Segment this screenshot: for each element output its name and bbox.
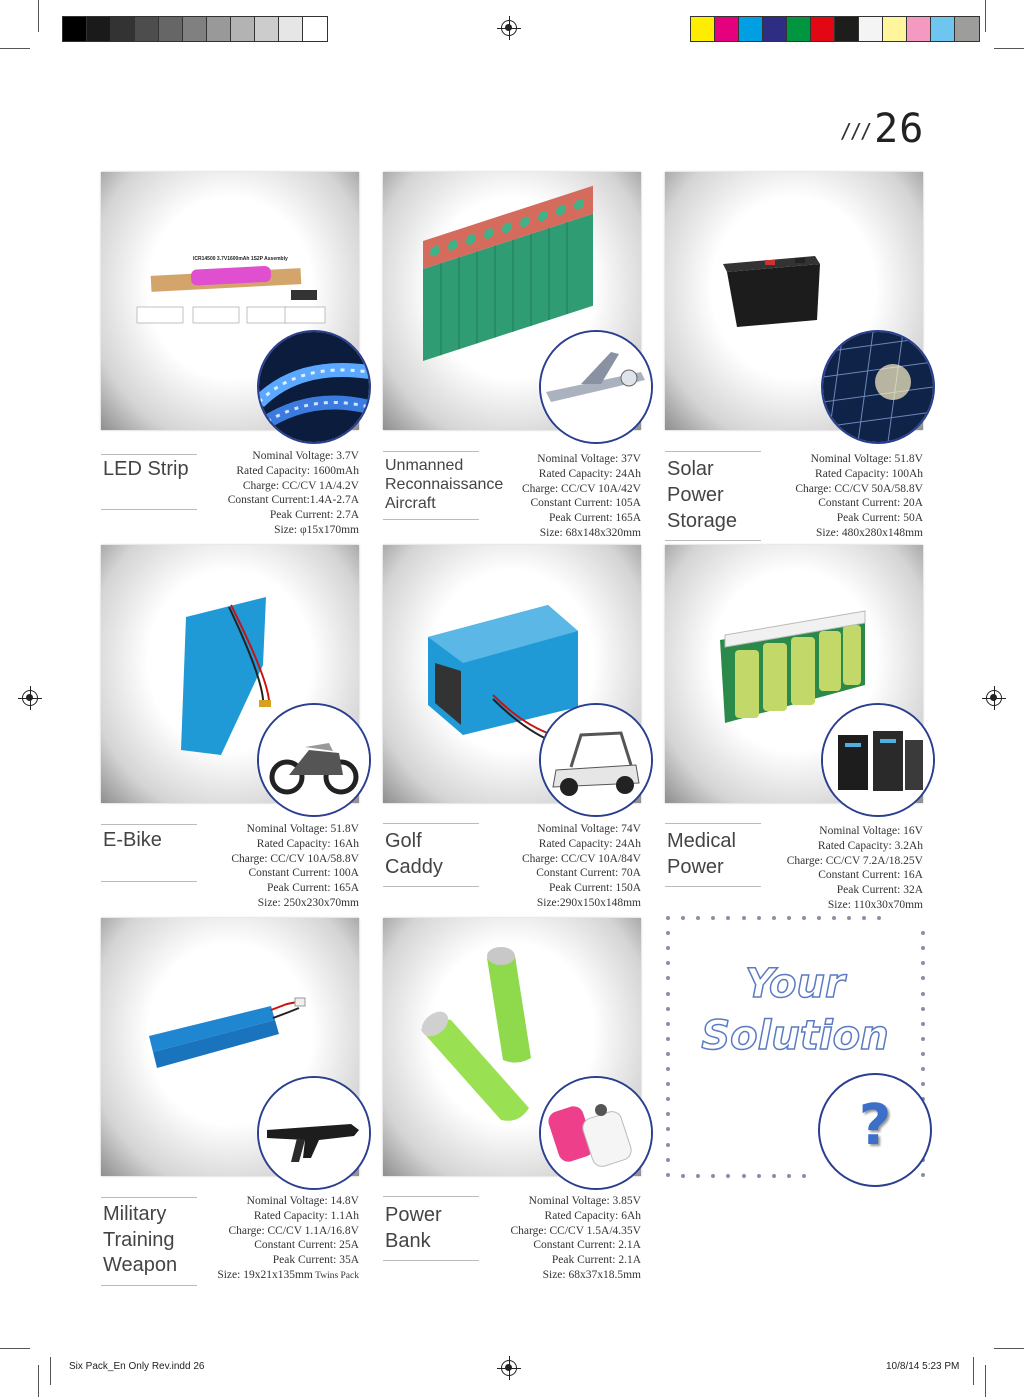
spec-line: Charge: CC/CV 7.2A/18.25V — [786, 854, 923, 867]
frame-dot — [817, 916, 821, 920]
frame-dot — [921, 1037, 925, 1041]
product-name-medical-power: Medical Power — [665, 823, 761, 887]
solar-panel-inset-icon — [821, 330, 935, 444]
color-swatch — [787, 17, 811, 41]
spec-line: Rated Capacity: 24Ah — [538, 467, 641, 480]
spec-line: Constant Current: 25A — [254, 1239, 359, 1252]
spec-line: Size: 480x280x148mm — [815, 526, 923, 539]
frame-dot — [726, 916, 730, 920]
product-specs-uav — [466, 452, 641, 541]
frame-dot — [666, 1037, 670, 1041]
product-name-power-bank: Power Bank — [383, 1196, 479, 1261]
color-swatch — [883, 17, 907, 41]
crop-mark — [973, 1357, 974, 1385]
frame-dot — [666, 931, 670, 935]
spec-line: Charge: CC/CV 10A/42V — [521, 482, 641, 495]
crop-mark — [50, 1357, 51, 1385]
product-specs-solar-storage — [748, 452, 923, 541]
spec-line: Size: 68x148x320mm — [539, 526, 641, 539]
frame-dot — [921, 1082, 925, 1086]
frame-dot — [666, 992, 670, 996]
spec-line: Charge: CC/CV 1.5A/4.35V — [510, 1224, 641, 1237]
color-swatch — [87, 17, 111, 41]
color-swatch — [159, 17, 183, 41]
spec-line: Peak Current: 50A — [836, 512, 923, 525]
spec-line: Charge: CC/CV 1.1A/16.8V — [228, 1224, 359, 1237]
spec-line: Peak Current: 165A — [267, 882, 359, 895]
spec-line: Charge: CC/CV 10A/84V — [521, 852, 641, 865]
frame-dot — [681, 916, 685, 920]
color-swatch — [183, 17, 207, 41]
frame-dot — [666, 1022, 670, 1026]
frame-dot — [802, 916, 806, 920]
color-swatch — [859, 17, 883, 41]
frame-dot — [847, 916, 851, 920]
color-swatch — [231, 17, 255, 41]
grayscale-color-bar — [62, 16, 328, 42]
frame-dot — [726, 1174, 730, 1178]
spec-line: Size:290x150x148mm — [536, 896, 641, 909]
frame-dot — [666, 1082, 670, 1086]
spec-line: Charge: CC/CV 10A/58.8V — [231, 852, 359, 865]
spec-line: Nominal Voltage: 16V — [819, 825, 923, 837]
rifle-inset-icon — [257, 1076, 371, 1190]
spec-line: Rated Capacity: 1.1Ah — [253, 1209, 359, 1222]
frame-dot — [921, 1022, 925, 1026]
slug-file-name: Six Pack_En Only Rev.indd 26 — [69, 1361, 205, 1372]
photo-caption: ICR14500 3.7V1600mAh 1S2P Assembly — [193, 256, 288, 262]
spec-line: Size: 68x37x18.5mm — [542, 1268, 641, 1281]
frame-dot — [921, 1052, 925, 1056]
crop-mark — [994, 1348, 1024, 1349]
frame-dot — [757, 1174, 761, 1178]
spec-line: Nominal Voltage: 51.8V — [810, 453, 923, 465]
spec-line: Constant Current: 70A — [536, 867, 641, 880]
registration-mark-icon — [986, 690, 1002, 706]
frame-dot — [772, 916, 776, 920]
frame-dot — [666, 1158, 670, 1162]
spec-line: Constant Current: 100A — [248, 867, 359, 880]
frame-dot — [696, 916, 700, 920]
frame-dot — [742, 916, 746, 920]
frame-dot — [666, 1097, 670, 1101]
color-swatch — [835, 17, 859, 41]
color-swatch — [739, 17, 763, 41]
spec-line: Constant Current: 16A — [818, 869, 923, 882]
led-strip-inset-icon — [257, 330, 371, 444]
frame-dot — [666, 946, 670, 950]
product-photo-solar-storage — [665, 172, 923, 430]
frame-dot — [921, 1007, 925, 1011]
question-mark-icon: ? — [818, 1073, 932, 1187]
spec-line: Peak Current: 35A — [272, 1254, 359, 1267]
crop-mark — [38, 1365, 39, 1397]
spec-line: Rated Capacity: 16Ah — [256, 837, 359, 850]
spec-line: Nominal Voltage: 3.85V — [528, 1195, 641, 1207]
spec-line: Size: 110x30x70mm — [827, 898, 923, 911]
frame-dot — [921, 992, 925, 996]
spec-line: Constant Current: 20A — [818, 497, 923, 510]
registration-mark-icon — [501, 1360, 517, 1376]
spec-line: Constant Current:1.4A-2.7A — [227, 494, 359, 507]
crop-mark — [994, 48, 1024, 49]
spec-line: Peak Current: 2.7A — [269, 509, 359, 522]
color-swatch — [715, 17, 739, 41]
spec-line: Rated Capacity: 1600mAh — [236, 464, 359, 477]
product-photo-led-strip — [101, 172, 359, 430]
spec-line: Rated Capacity: 6Ah — [544, 1209, 641, 1222]
product-specs-military-weapon — [184, 1194, 359, 1284]
frame-dot — [666, 1007, 670, 1011]
spec-line: Size: φ15x170mm — [274, 523, 359, 536]
crop-mark — [38, 0, 39, 32]
frame-dot — [666, 1173, 670, 1177]
product-photo-medical-power — [665, 545, 923, 803]
crop-mark — [0, 1348, 30, 1349]
frame-dot — [666, 1143, 670, 1147]
product-specs-medical-power — [748, 824, 923, 913]
spec-line: Nominal Voltage: 37V — [537, 453, 641, 465]
product-name-led-strip: LED Strip — [101, 454, 197, 510]
frame-dot — [666, 1052, 670, 1056]
frame-dot — [742, 1174, 746, 1178]
registration-mark-icon — [501, 20, 517, 36]
frame-dot — [711, 1174, 715, 1178]
spec-line: Peak Current: 2.1A — [551, 1254, 641, 1267]
crop-mark — [0, 48, 30, 49]
registration-mark-icon — [22, 690, 38, 706]
page-number: /// 26 — [840, 106, 925, 152]
your-solution-heading: Your Solution — [701, 961, 889, 1059]
product-name-golf-caddy: Golf Caddy — [383, 823, 479, 887]
color-swatch — [955, 17, 979, 41]
color-swatch — [135, 17, 159, 41]
color-swatch — [63, 17, 87, 41]
product-name-uav: Unmanned Reconnaissance Aircraft — [383, 451, 479, 520]
spec-line: Peak Current: 165A — [549, 512, 641, 525]
color-swatch — [763, 17, 787, 41]
spec-suffix: Twins Pack — [312, 1270, 359, 1281]
frame-dot — [787, 916, 791, 920]
color-swatch — [255, 17, 279, 41]
frame-dot — [921, 946, 925, 950]
frame-dot — [862, 916, 866, 920]
product-name-ebike: E-Bike — [101, 824, 197, 882]
product-photo-power-bank — [383, 918, 641, 1176]
product-photo-uav — [383, 172, 641, 430]
color-swatch — [691, 17, 715, 41]
frame-dot — [772, 1174, 776, 1178]
color-swatch — [303, 17, 327, 41]
motorcycle-inset-icon — [257, 703, 371, 817]
product-name-solar-storage: Solar Power Storage — [665, 451, 761, 541]
color-swatch — [931, 17, 955, 41]
frame-dot — [802, 1174, 806, 1178]
frame-dot — [696, 1174, 700, 1178]
color-swatch — [811, 17, 835, 41]
frame-dot — [666, 1127, 670, 1131]
frame-dot — [921, 961, 925, 965]
spec-line: Nominal Voltage: 3.7V — [252, 450, 359, 462]
slug-date: 10/8/14 5:23 PM — [886, 1361, 960, 1372]
frame-dot — [666, 1112, 670, 1116]
process-color-bar — [690, 16, 980, 42]
frame-dot — [666, 916, 670, 920]
frame-dot — [921, 976, 925, 980]
spec-line: Rated Capacity: 3.2Ah — [817, 839, 923, 852]
color-swatch — [279, 17, 303, 41]
spec-line: Nominal Voltage: 51.8V — [246, 823, 359, 835]
frame-dot — [877, 916, 881, 920]
spec-line: Charge: CC/CV 1A/4.2V — [242, 479, 359, 492]
frame-dot — [666, 1067, 670, 1071]
frame-dot — [757, 916, 761, 920]
frame-dot — [787, 1174, 791, 1178]
spec-line: Rated Capacity: 100Ah — [815, 467, 923, 480]
product-specs-golf-caddy — [466, 822, 641, 911]
spec-line: Peak Current: 150A — [549, 882, 641, 895]
frame-dot — [711, 916, 715, 920]
product-photo-ebike — [101, 545, 359, 803]
product-name-military-weapon: Military Training Weapon — [101, 1197, 197, 1286]
frame-dot — [921, 1173, 925, 1177]
frame-dot — [666, 976, 670, 980]
spec-line: Constant Current: 2.1A — [533, 1239, 641, 1252]
color-swatch — [907, 17, 931, 41]
spec-line: Charge: CC/CV 50A/58.8V — [795, 482, 923, 495]
crop-mark — [985, 0, 986, 32]
frame-dot — [666, 961, 670, 965]
ups-unit-inset-icon — [821, 703, 935, 817]
spec-line: Size: 19x21x135mm Twins Pack — [217, 1268, 359, 1281]
product-photo-golf-caddy — [383, 545, 641, 803]
spec-line: Size: 250x230x70mm — [257, 896, 359, 909]
product-photo-military-weapon — [101, 918, 359, 1176]
product-specs-power-bank — [466, 1194, 641, 1283]
frame-dot — [921, 1067, 925, 1071]
power-bank-inset-icon — [539, 1076, 653, 1190]
spec-line: Nominal Voltage: 14.8V — [246, 1195, 359, 1207]
product-specs-led-strip — [184, 449, 359, 538]
frame-dot — [832, 916, 836, 920]
spec-line: Peak Current: 32A — [836, 884, 923, 897]
product-specs-ebike — [184, 822, 359, 911]
spec-line: Rated Capacity: 24Ah — [538, 837, 641, 850]
frame-dot — [681, 1174, 685, 1178]
color-swatch — [207, 17, 231, 41]
crop-mark — [985, 1365, 986, 1397]
spec-line: Nominal Voltage: 74V — [537, 823, 641, 835]
golf-cart-inset-icon — [539, 703, 653, 817]
color-swatch — [111, 17, 135, 41]
aircraft-inset-icon — [539, 330, 653, 444]
spec-line: Constant Current: 105A — [530, 497, 641, 510]
frame-dot — [921, 931, 925, 935]
